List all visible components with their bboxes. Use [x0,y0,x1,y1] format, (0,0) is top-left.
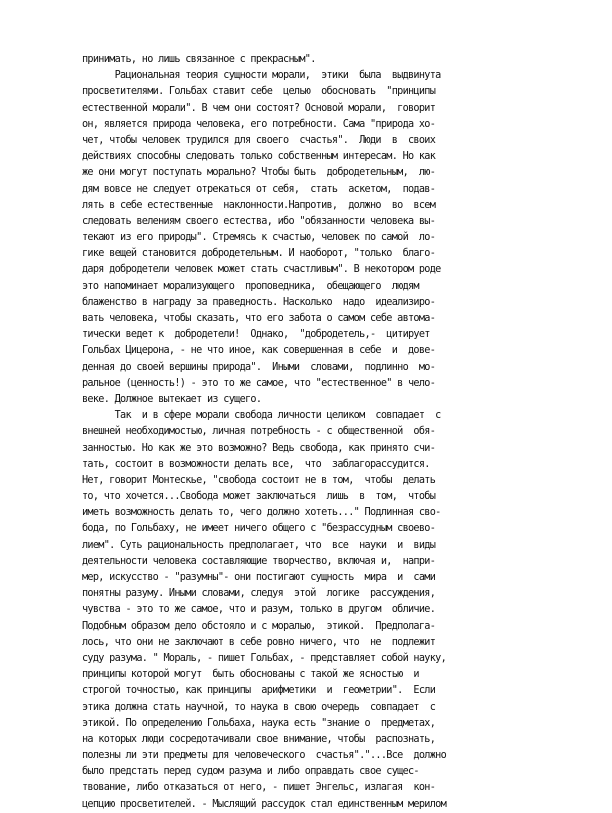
text-line: принимать, но лишь связанное с прекрасным". [82,54,316,65]
text-line: чет, чтобы человек трудился для своего счастья". Люди в своих [82,134,436,146]
text-line: полезны ли эти предметы для человеческого счастья"."...Все должно [82,750,447,762]
text-line: Гольбах Цицерона, - не что иное, как совершенная в себе и дове- [82,345,436,357]
text-line: это напоминает морализующего проповедника, обещающего людям [82,280,419,292]
text-line: он, является природа человека, его потребности. Сама "природа хо- [82,118,436,130]
text-line: гике вещей становится добродетельным. И наоборот, "только благо- [82,248,436,260]
text-line: Нет, говорит Монтескье, "свобода состоит не в том, чтобы делать [82,474,436,486]
text-line: ральное (ценность!) - это то же самое, что "естественное" в чело- [82,377,436,389]
text-line: занностью. Но как же это возможно? Ведь свобода, как принято счи- [82,442,436,454]
text-line: этика должна стать научной, то наука в свою очередь совпадает с [82,701,436,713]
text-line: же они могут поступать морально? Чтобы быть добродетельным, лю- [82,167,436,179]
text-line: лием". Суть рациональность предполагает, что все науки и виды [82,539,436,551]
text-line: бода, по Гольбаху, не имеет ничего общего с "безрассудным своево- [82,523,436,535]
text-line: этикой. По определению Гольбаха, наука есть "знание о предметах, [82,717,436,729]
text-line: твование, либо отказаться от него, - пишет Энгельс, излагая кон- [82,782,436,794]
text-line: блаженство в награду за праведность. Насколько надо идеализиро- [82,296,436,308]
text-line: было предстать перед судом разума и либо оправдать свое сущес- [82,766,419,778]
body-text [82,52,572,813]
text-line: внешней необходимостью, личная потребность - с общественной обя- [82,426,436,438]
text-line: Подобным образом дело обстояло и с моралью, этикой. Предполага- [82,620,436,632]
text-line: просветителями. Гольбах ставит себе целью обосновать "принципы [82,86,436,98]
text-line: лять в себе естественные наклонности.Напротив, должно во всем [82,199,436,211]
text-line: вать человека, чтобы сказать, что его забота о самом себе автома- [82,313,436,324]
text-line: принципы которой могут быть обоснованы с такой же ясностью и [82,669,419,681]
text-line: на которых люди сосредотачивали свое внимание, чтобы распознать, [82,733,436,745]
text-line: строгой точностью, как принципы арифметики и геометрии". Если [82,685,436,697]
text-line: лось, что они не заключают в себе ровно ничего, что не подлежит [82,636,436,648]
text-line: цепцию просветителей. - Мыслящий рассудок стал единственным мерилом [82,798,447,810]
text-line: тически ведет к добродетели! Однако, "добродетель,- цитирует [82,329,430,341]
text-line: даря добродетели человек может стать счастливым". В некотором роде [82,264,441,276]
text-line: тать, состоит в возможности делать все, что заблагорассудится. [82,458,430,470]
text-line: следовать велениям своего естества, ибо "обязанности человека вы- [82,215,436,227]
text-line: веке. Должное вытекает из сущего. [82,393,262,405]
text-line: иметь возможность делать то, чего должно хотеть..." Подлинная сво- [82,507,441,519]
text-line: мер, искусство - "разумны"- они постигают сущность мира и сами [82,572,436,583]
text-line: денная до своей вершины природа". Иными словами, подлинно мо- [82,361,436,373]
text-line: чувства - это то же самое, что и разум, только в другом обличие. [82,604,436,616]
text-line: Так и в сфере морали свобода личности целиком совпадает с [82,410,441,422]
text-line: текают из его природы". Стремясь к счастью, человек по самой ло- [82,232,436,244]
text-line: естественной морали". В чем они состоят? Основой морали, говорит [82,102,436,114]
text-line: то, что хочется...Свобода может заключаться лишь в том, чтобы [82,491,436,503]
text-line: понятны разуму. Иными словами, следуя этой логике рассуждения, [82,588,436,600]
text-line: Рациональная теория сущности морали, этики была выдвинута [82,70,441,82]
text-line: деятельности человека составляющие творчество, включая и, напри- [82,555,436,567]
text-line: суду разума. " Мораль, - пишет Гольбах, - представляет собой науку, [82,652,447,664]
text-line: дям вовсе не следует отрекаться от себя, стать аскетом, подав- [82,183,436,195]
text-line: действиях способны следовать только собственным интересам. Но как [82,151,436,163]
